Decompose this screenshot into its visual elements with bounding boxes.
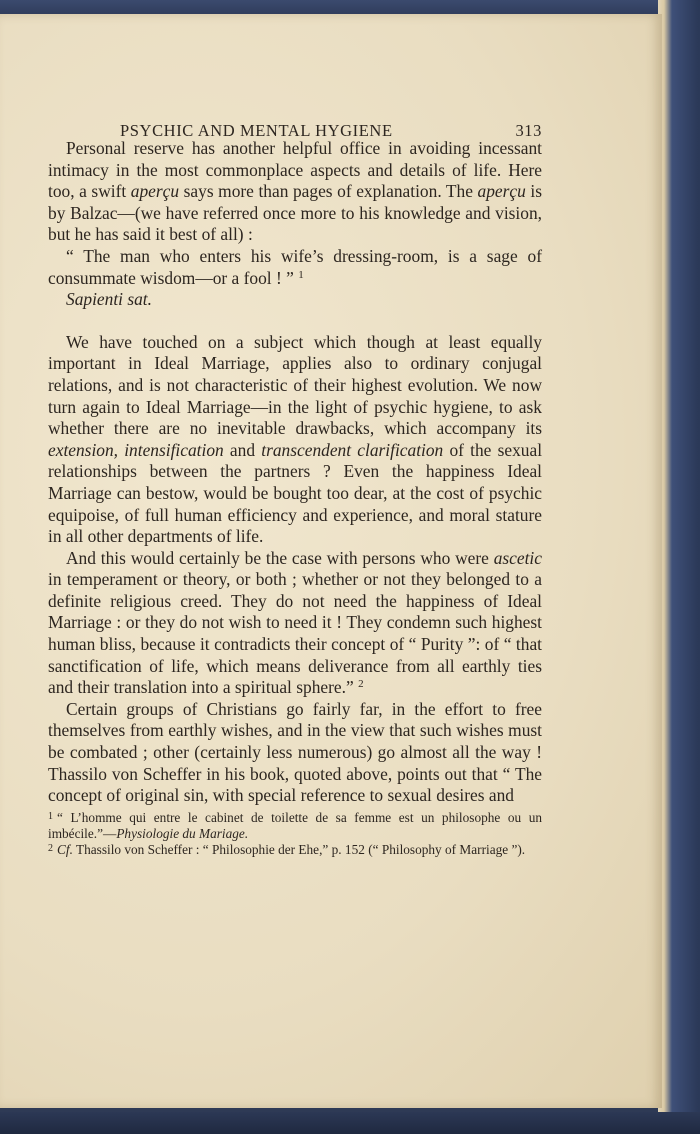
- book-page: [0, 14, 662, 1108]
- text-run: in temperament or theory, or both ; whether or not they belonged to a definite religious creed. They do not need the happiness of Ideal Marriage : or they do not wish to need it ! They condemn such highest human bliss, because it contradicts their concept of “ Purity ”: of “ that sanctification of life, which means deliverance from all earthly ties and their translation into a spiritual sphere.”: [48, 569, 542, 698]
- footnote-number: 1: [48, 810, 53, 822]
- sapienti-line: [48, 289, 542, 311]
- text-run: And this would certainly be the case with persons who were: [66, 547, 494, 568]
- text-run: of the sexual relationships between the partners ? Even the happiness Ideal Marriage can bestow, would be bought too dear, at the cost of psychic equipoise, of full human efficiency and experience, and moral stature in all other departments of life.: [48, 439, 543, 547]
- paragraph-personal-reserve: [48, 138, 542, 246]
- running-head-title: PSYCHIC AND MENTAL HYGIENE: [120, 121, 393, 140]
- italic-run: aperçu: [477, 181, 526, 202]
- footnote-italic: Cf.: [57, 842, 73, 858]
- footnote-text: Thassilo von Scheffer : “ Philosophie der Ehe,” p. 152 (“ Philosophy of Marriage ”).: [72, 842, 526, 858]
- paragraph-ideal-marriage: [48, 332, 542, 548]
- text-run: Certain groups of Christians go fairly far, in the effort to free themselves from earthly wishes, and in the view that such wishes must be combated ; other (certainly less numerous) go almost all the way ! Thassilo von Scheffer in his book, quoted above, points out that “ The concept of original sin, with special reference to sexual desires and: [48, 698, 542, 806]
- text-run: Personal reserve has another helpful office in avoiding incessant intimacy in the most commonplace aspects and details of life. Here too, a swift: [48, 138, 542, 202]
- footnote-ref-2: 2: [358, 678, 364, 691]
- page-number: 313: [515, 121, 542, 140]
- page-content: [48, 102, 542, 858]
- text-run: and: [223, 439, 262, 460]
- sapienti-text: Sapienti sat.: [66, 289, 152, 310]
- text-run: is by Balzac—(we have referred once more to his knowledge and vision, but he has said it best of all) :: [48, 181, 542, 245]
- footnote-2: [48, 841, 542, 858]
- italic-run: transcendent clarification: [261, 439, 444, 460]
- text-run: We have touched on a subject which though at least equally important in Ideal Marriage, applies also to ordinary conjugal relations, and is not characteristic of their highest evolution. We now turn again to Ideal Marriage—in the light of psychic hygiene, to ask whether there are no inevitable drawbacks, which accompany its: [48, 331, 542, 439]
- italic-run: extension, intensification: [48, 439, 224, 460]
- book-cover-bottom-edge: [0, 1112, 700, 1134]
- section-gap: [48, 311, 542, 332]
- paragraph-christians: [48, 699, 542, 807]
- text-run: says more than pages of explanation. The: [179, 181, 478, 202]
- running-head: [68, 102, 542, 140]
- balzac-quote: [48, 246, 542, 289]
- quote-text: “ The man who enters his wife’s dressing-room, is a sage of consummate wisdom—or a fool ! ”: [48, 245, 542, 288]
- footnote-ref-1: 1: [298, 268, 304, 281]
- footnote-italic: Physiologie du Mariage.: [116, 825, 249, 841]
- italic-run: ascetic: [493, 547, 542, 568]
- paragraph-ascetic: [48, 548, 542, 699]
- footnotes: [48, 809, 542, 858]
- footnote-number: 2: [48, 843, 53, 855]
- italic-run: aperçu: [130, 181, 180, 202]
- book-cover-right-edge: [658, 0, 700, 1134]
- footnote-1: [48, 809, 542, 842]
- footnote-text: “ L’homme qui entre le cabinet de toilette de sa femme est un philosophe ou un imbécile.”—: [48, 809, 542, 841]
